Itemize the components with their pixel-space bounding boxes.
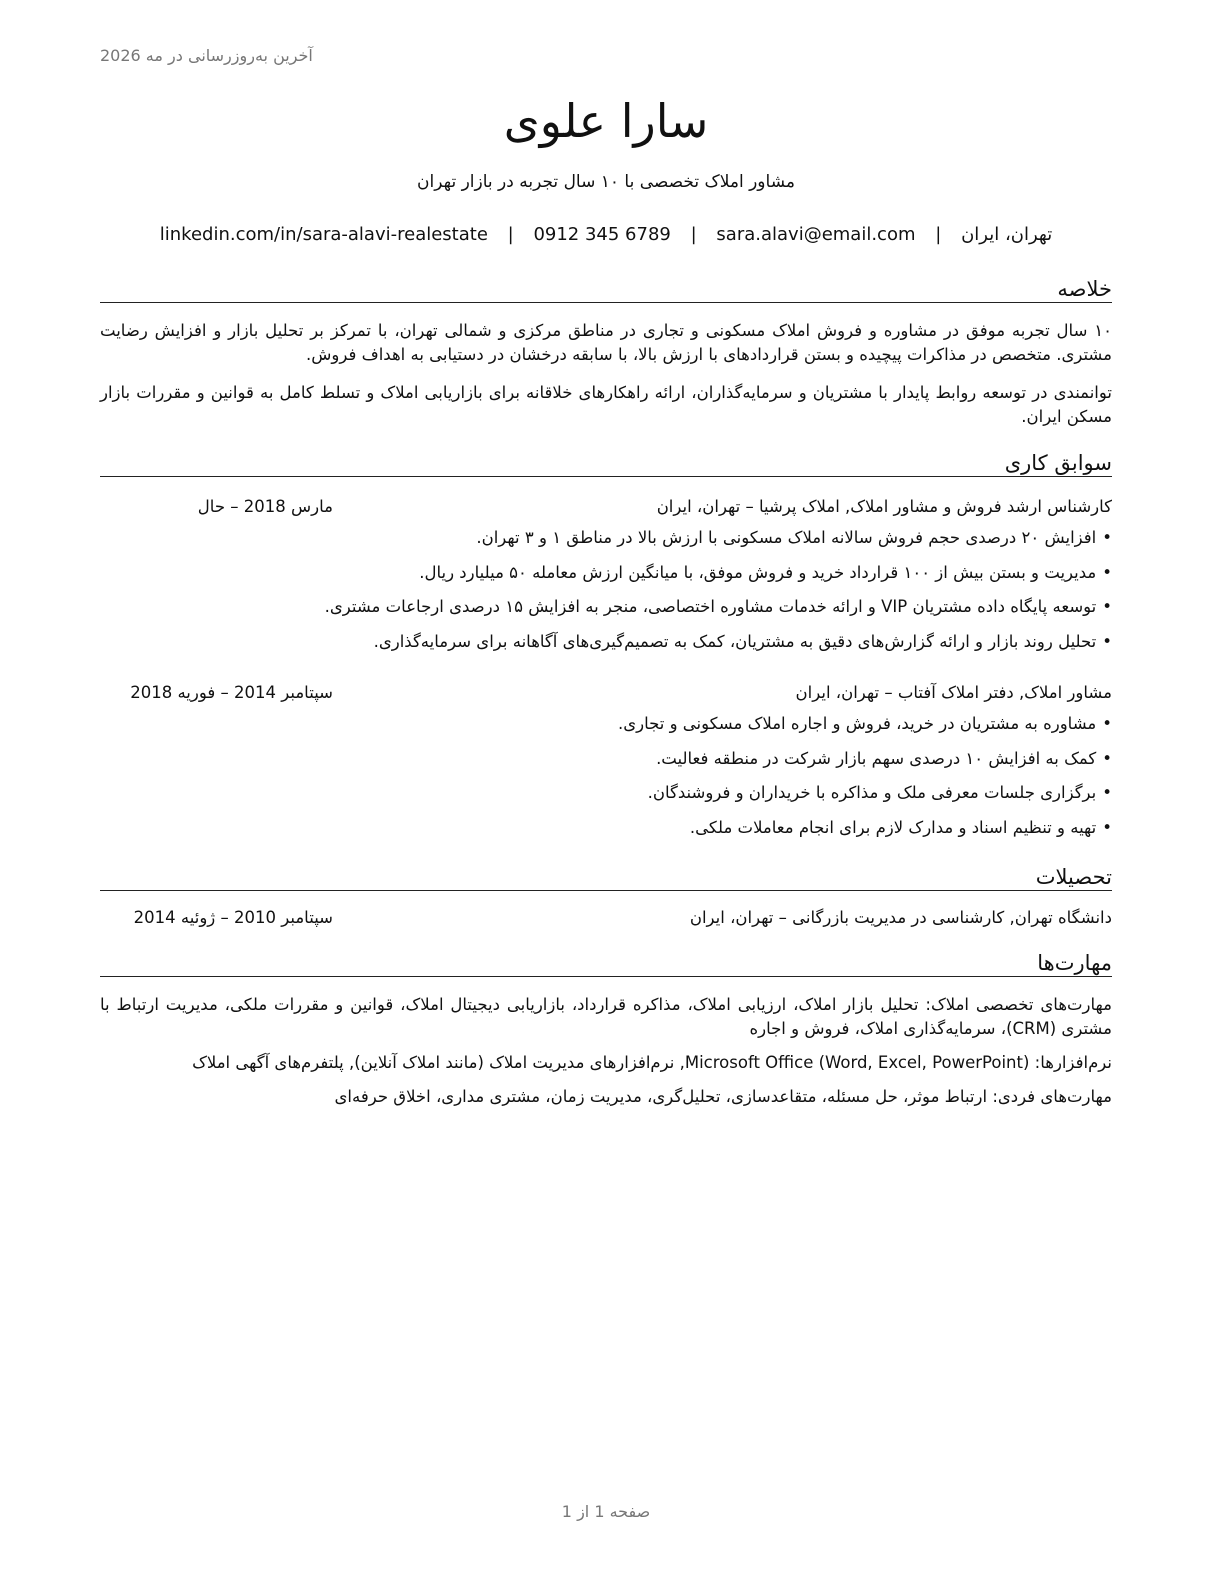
last-updated-note: آخرین به‌روزرسانی در مه 2026 — [100, 46, 313, 65]
skills-line: مهارت‌های تخصصی املاک: تحلیل بازار املاک، ارزیابی املاک، مذاکره قرارداد، بازاریابی دیجیتال املاک، قوانین و مقررات ملکی، مدیریت ارتباط با مشتری (CRM)، سرمایه‌گذاری املاک، فروش و اجاره — [100, 995, 1112, 1038]
contact-separator: | — [690, 224, 697, 245]
job-entry — [100, 679, 1112, 845]
job-bullets — [100, 707, 1112, 845]
list-item: •توسعه پایگاه داده مشتریان VIP و ارائه خدمات مشاوره اختصاصی، منجر به افزایش ۱۵ درصدی ارجاعات مشتری. — [324, 597, 1112, 616]
job-dates: مارس 2018 – حال — [197, 497, 333, 516]
job-header — [100, 679, 1112, 707]
list-item: •مدیریت و بستن بیش از ۱۰۰ قرارداد خرید و فروش موفق، با میانگین ارزش معامله ۵۰ میلیارد ریال. — [419, 562, 1112, 582]
job-header — [100, 493, 1112, 521]
page-number: صفحه 1 از 1 — [561, 1502, 651, 1521]
job-bullets — [100, 521, 1112, 659]
experience-section — [100, 450, 1112, 845]
summary-paragraph: توانمندی در توسعه روابط پایدار با مشتریان و سرمایه‌گذاران، ارائه راهکارهای خلاقانه برای بازاریابی املاک و تسلط کامل به قوانین و مقررات بازار مسکن ایران. — [100, 383, 1112, 426]
education-section — [100, 864, 1112, 932]
skills-section — [100, 950, 1112, 1109]
contact-line — [100, 222, 1112, 248]
list-item: •تحلیل روند بازار و ارائه گزارش‌های دقیق به مشتریان، کمک به تصمیم‌گیری‌های آگاهانه برای سرمایه‌گذاری. — [373, 631, 1112, 651]
list-item: •تهیه و تنظیم اسناد و مدارک لازم برای انجام معاملات ملکی. — [689, 817, 1112, 837]
skills-line: نرم‌افزارها: Microsoft Office (Word, Excel, PowerPoint), نرم‌افزارهای مدیریت املاک (مانند املاک آنلاین), پلتفرم‌های آگهی املاک — [192, 1053, 1112, 1072]
contact-separator: | — [507, 224, 514, 245]
contact-email[interactable]: sara.alavi@email.com — [716, 224, 916, 245]
experience-heading: سوابق کاری — [100, 450, 1112, 477]
skills-line: مهارت‌های فردی: ارتباط موثر، حل مسئله، متقاعدسازی، تحلیل‌گری، مدیریت زمان، مشتری مداری، اخلاق حرفه‌ای — [334, 1087, 1112, 1106]
job-role: مشاور املاک, دفتر املاک آفتاب – تهران، ایران — [795, 683, 1112, 702]
resume-page — [100, 0, 1112, 1584]
job-entry — [100, 493, 1112, 659]
education-dates: سپتامبر 2010 – ژوئیه 2014 — [133, 908, 333, 927]
contact-phone[interactable]: 0912 345 6789 — [533, 224, 671, 245]
candidate-name: سارا علوی — [503, 94, 709, 148]
candidate-headline: مشاور املاک تخصصی با ۱۰ سال تجربه در بازار تهران — [417, 172, 795, 192]
list-item: •افزایش ۲۰ درصدی حجم فروش سالانه املاک مسکونی با ارزش بالا در مناطق ۱ و ۳ تهران. — [476, 528, 1112, 547]
summary-paragraph: ۱۰ سال تجربه موفق در مشاوره و فروش املاک مسکونی و تجاری در مناطق مرکزی و شمالی تهران، با تمرکز بر تحلیل بازار و افزایش رضایت مشتری. متخصص در مذاکرات پیچیده و بستن قراردادهای با ارزش بالا، با سابقه درخشان در دستیابی به اهداف فروش. — [100, 321, 1112, 364]
education-heading: تحصیلات — [100, 864, 1112, 891]
summary-heading: خلاصه — [100, 276, 1112, 303]
job-role: کارشناس ارشد فروش و مشاور املاک, املاک پرشیا – تهران، ایران — [656, 497, 1112, 516]
list-item: •مشاوره به مشتریان در خرید، فروش و اجاره املاک مسکونی و تجاری. — [617, 714, 1112, 733]
contact-separator: | — [935, 224, 942, 245]
education-entry — [100, 904, 1112, 932]
education-degree: دانشگاه تهران, کارشناسی در مدیریت بازرگانی – تهران، ایران — [689, 908, 1112, 927]
job-dates: سپتامبر 2014 – فوریه 2018 — [130, 683, 333, 702]
contact-location: تهران، ایران — [961, 224, 1053, 245]
summary-section — [100, 276, 1112, 429]
contact-linkedin[interactable]: linkedin.com/in/sara-alavi-realestate — [159, 224, 488, 245]
list-item: •کمک به افزایش ۱۰ درصدی سهم بازار شرکت در منطقه فعالیت. — [656, 748, 1112, 768]
list-item: •برگزاری جلسات معرفی ملک و مذاکره با خریداران و فروشندگان. — [647, 783, 1112, 802]
skills-heading: مهارت‌ها — [100, 950, 1112, 977]
